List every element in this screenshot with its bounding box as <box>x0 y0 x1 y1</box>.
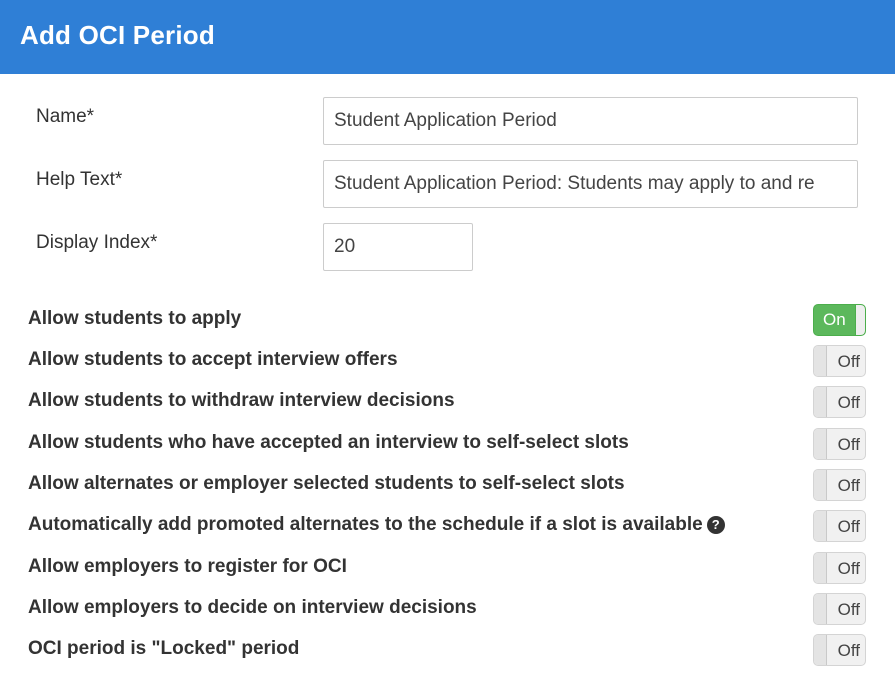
toggle-state: On <box>823 310 846 329</box>
question-circle-icon[interactable]: ? <box>707 516 725 534</box>
toggle-knob <box>814 511 827 541</box>
toggle-state: Off <box>837 600 860 619</box>
toggle-knob <box>814 635 827 665</box>
dialog-header <box>0 0 895 74</box>
toggle-employers-register[interactable] <box>813 552 866 584</box>
setting-label-locked-period: OCI period is "Locked" period <box>28 638 300 659</box>
setting-label-text: Automatically add promoted alternates to the schedule if a slot is available <box>28 514 703 535</box>
toggle-auto-add-alternates[interactable] <box>813 510 866 542</box>
toggle-knob <box>855 305 865 335</box>
toggle-withdraw-interview-decisions[interactable] <box>813 386 866 418</box>
toggle-state: Off <box>837 435 860 454</box>
display-index-input[interactable] <box>323 223 473 271</box>
toggle-knob <box>814 594 827 624</box>
setting-label-accept-interview-offers: Allow students to accept interview offers <box>28 349 398 370</box>
toggle-knob <box>814 346 827 376</box>
help-text-input[interactable] <box>323 160 858 208</box>
setting-label-auto-add-alternates <box>28 514 725 536</box>
toggle-locked-period[interactable] <box>813 634 866 666</box>
toggle-knob <box>814 429 827 459</box>
toggle-state: Off <box>837 476 860 495</box>
dialog-title: Add OCI Period <box>20 20 215 50</box>
name-label: Name* <box>36 106 95 127</box>
toggle-knob <box>814 470 827 500</box>
setting-label-alternates-self-select: Allow alternates or employer selected students to self-select slots <box>28 473 625 494</box>
toggle-allow-students-apply[interactable] <box>813 304 866 336</box>
toggle-state: Off <box>837 517 860 536</box>
toggle-alternates-self-select[interactable] <box>813 469 866 501</box>
toggle-state: Off <box>837 352 860 371</box>
toggle-state: Off <box>837 393 860 412</box>
toggle-accept-interview-offers[interactable] <box>813 345 866 377</box>
toggle-employers-decide[interactable] <box>813 593 866 625</box>
help-text-label: Help Text* <box>36 169 123 190</box>
display-index-label: Display Index* <box>36 232 158 253</box>
toggle-state: Off <box>837 641 860 660</box>
setting-label-withdraw-interview-decisions: Allow students to withdraw interview decisions <box>28 390 455 411</box>
name-input[interactable] <box>323 97 858 145</box>
setting-label-self-select-slots: Allow students who have accepted an interview to self-select slots <box>28 432 629 453</box>
toggle-knob <box>814 387 827 417</box>
toggle-self-select-slots[interactable] <box>813 428 866 460</box>
toggle-knob <box>814 553 827 583</box>
setting-label-allow-students-apply: Allow students to apply <box>28 308 242 329</box>
setting-label-employers-decide: Allow employers to decide on interview decisions <box>28 597 477 618</box>
setting-label-employers-register: Allow employers to register for OCI <box>28 556 347 577</box>
toggle-state: Off <box>837 559 860 578</box>
